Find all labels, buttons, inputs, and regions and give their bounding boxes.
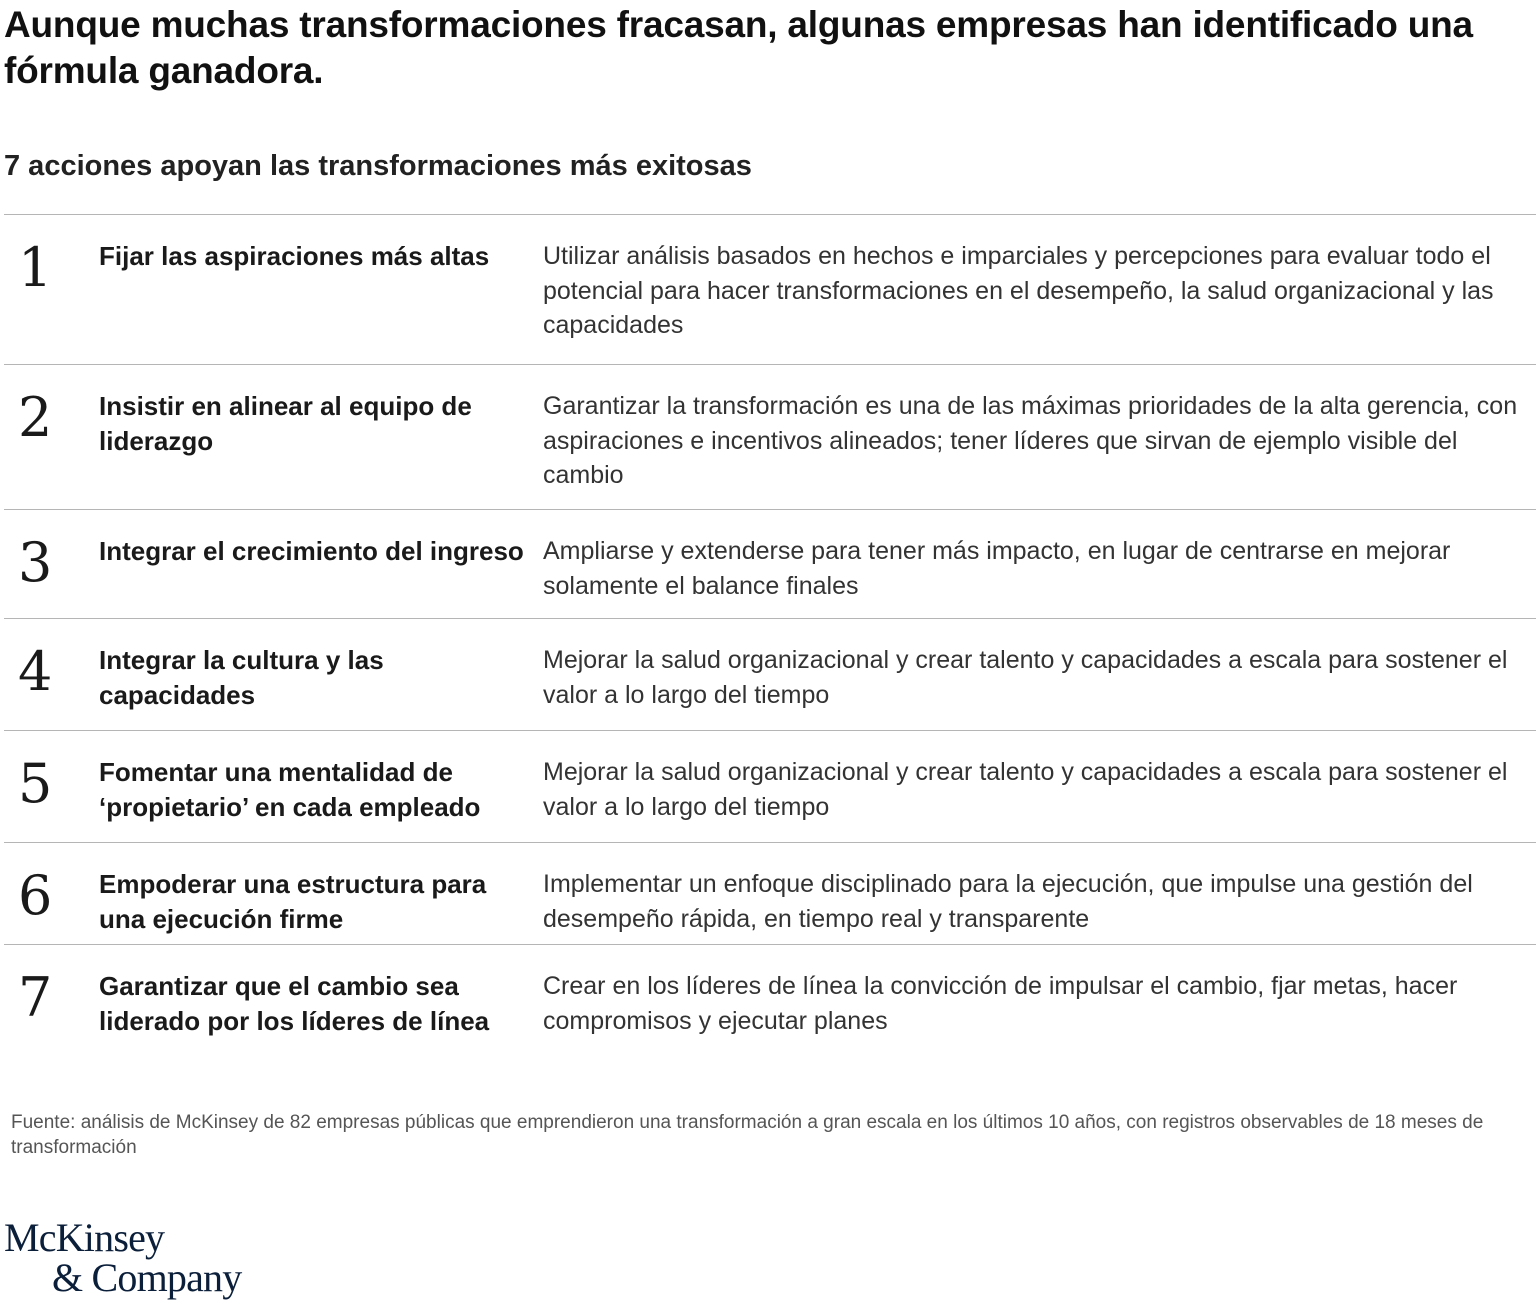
row-number: 7 [18,966,53,1029]
row-action: Fomentar una mentalidad de ‘propietario’ en cada empleado [99,757,481,822]
row-number: 5 [18,752,53,815]
row-description: Utilizar análisis basados en hechos e imparciales y percepciones para evaluar todo el potencial para hacer transformaciones en el desempeño, la salud organizacional y las capacidades [543,242,1494,339]
row-action: Integrar la cultura y las capacidades [99,645,384,710]
table-row [4,731,1536,843]
row-description: Crear en los líderes de línea la convicción de impulsar el cambio, fjar metas, hacer compromisos y ejecutar planes [543,972,1458,1035]
row-action: Integrar el crecimiento del ingreso [99,536,524,566]
row-action: Garantizar que el cambio sea liderado por los líderes de línea [99,971,490,1036]
row-action: Fijar las aspiraciones más altas [99,241,490,271]
row-description: Garantizar la transformación es una de las máximas prioridades de la alta gerencia, con aspiraciones e incentivos alineados; tener líderes que sirvan de ejemplo visible del cambio [543,392,1518,489]
row-description: Implementar un enfoque disciplinado para la ejecución, que impulse una gestión del desempeño rápida, en tiempo real y transparente [543,870,1473,933]
row-number: 3 [18,531,53,594]
table-row [4,215,1536,365]
table-row [4,945,1536,1057]
table-row [4,843,1536,945]
table-row [4,619,1536,731]
table-row [4,510,1536,619]
row-number: 4 [18,640,53,703]
page-title: Aunque muchas transformaciones fracasan, algunas empresas han identificado una fórmula ganadora. [4,4,1473,91]
actions-table [4,214,1536,1057]
row-number: 1 [18,236,53,299]
row-number: 6 [18,864,53,927]
table-row [4,365,1536,510]
logo-line-1: McKinsey [4,1215,165,1260]
mckinsey-logo [4,1215,242,1300]
row-action: Empoderar una estructura para una ejecución firme [99,869,487,934]
row-description: Ampliarse y extenderse para tener más impacto, en lugar de centrarse en mejorar solamente el balance finales [543,537,1451,600]
row-description: Mejorar la salud organizacional y crear talento y capacidades a escala para sostener el valor a lo largo del tiempo [543,646,1508,709]
row-description: Mejorar la salud organizacional y crear talento y capacidades a escala para sostener el valor a lo largo del tiempo [543,758,1508,821]
page-subtitle: 7 acciones apoyan las transformaciones más exitosas [4,150,752,182]
row-number: 2 [18,386,53,449]
row-action: Insistir en alinear al equipo de liderazgo [99,391,472,456]
logo-line-2: & Company [52,1255,242,1300]
source-note: Fuente: análisis de McKinsey de 82 empresas públicas que emprendieron una transformación a gran escala en los últimos 10 años, con registros observables de 18 meses de transformación [11,1112,1484,1158]
